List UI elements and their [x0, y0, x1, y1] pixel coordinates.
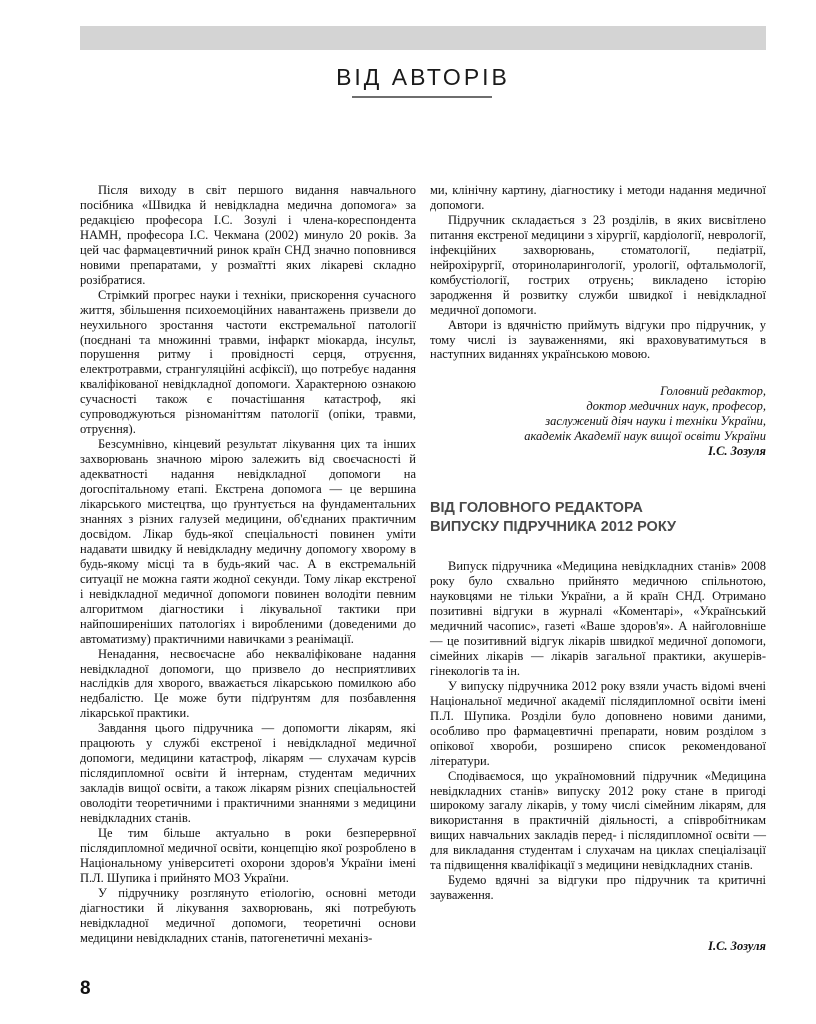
signature-role: Головний редактор,: [660, 384, 766, 399]
paragraph: У підручнику розглянуто етіологію, основні методи діагностики й лікування захворювань, які потребують невідкладної медичної допомоги, теоретичні основи медицини невідкладних станів, патогенетичні механіз-: [80, 885, 416, 945]
paragraph: Випуск підручника «Медицина невідкладних станів» 2008 року було схвально прийнято медичною спільнотою, науковцями не тільки України, а й країн СНД. Отримано позитивні відгуки в журналі «Коментарі», «Український медичний часопис», газеті «Ваше здоров'я». А найголовніше — це позитивний відгук лікарів швидкої медичної допомоги, сімейних лікарів — лікарів загальної практики, акушерів-гінекологів та ін.: [430, 559, 766, 678]
right-column: [430, 183, 766, 954]
section-heading-line: ВИПУСКУ ПІДРУЧНИКА 2012 РОКУ: [430, 519, 677, 536]
paragraph: Завдання цього підручника — допомогти лікарям, які працюють у службі екстреної і невідкладної медичної допомоги, медицини катастроф, лікарям — слухачам курсів післядипломної освіти й інтернам, студентам медичних закладів вищої освіти, а також лікарям різних спеціальностей оволодіти теоретичними і практичними знаннями з медицини невідкладних станів.: [80, 721, 416, 826]
paragraph: Підручник складається з 23 розділів, в яких висвітлено питання екстреної медицини з хірургії, кардіології, неврології, інфекційних захворювань, стоматології, педіатрії, нейрохірургії, оториноларингології, урології, офтальмології, комбустіології, гострих отруєнь; викладено історію зародження й розвитку служби швидкої і невідкладної медичної допомоги.: [430, 212, 766, 317]
left-column: [80, 183, 416, 946]
paragraph: У випуску підручника 2012 року взяли участь відомі вчені Національної медичної академії післядипломної освіти імені П.Л. Шупика. Розділи було доповнено новими даними, особливо про фармацевтичні препарати, новим розділом з опікової хвороби, розширено список рекомендованої літератури.: [430, 678, 766, 768]
page-title: ВІД АВТОРІВ: [336, 64, 510, 90]
paragraph: Стрімкий прогрес науки і техніки, прискорення сучасного життя, збільшення психоемоційних навантажень призвели до неухильного зростання частоти екстремальної патології (поєднані та множинні травми, інфаркт міокарда, інсульт, порушення ритму і провідності серця, отруєння, електротравми, странгуляційні асфіксії), що потребує надання кваліфікованої невідкладної допомоги. Характерною ознакою сучасності також є почастішання катастроф, які супроводжуються різноманіттям патології (опіки, травми, отруєння).: [80, 287, 416, 437]
paragraph: Ненадання, несвоєчасне або некваліфіковане надання невідкладної допомоги, що призвело до несприятливих наслідків для хворого, вважається лікарською помилкою або недбалістю. Це може бути підґрунтям для позбавлення лікарської практики.: [80, 646, 416, 721]
title-underline: [352, 96, 492, 98]
paragraph: Після виходу в світ першого видання навчального посібника «Швидка й невідкладна медична допомога» за редакцією професора І.С. Зозулі і члена-кореспондента НАМН, професора І.С. Чекмана (2002) минуло 20 років. За цей час фармацевтичний ринок країн СНД значно поповнився новими препаратами, у розмаїтті яких лікареві складно розібратися.: [80, 183, 416, 287]
editor-signature: [430, 384, 766, 459]
section-heading-line: ВІД ГОЛОВНОГО РЕДАКТОРА: [430, 500, 643, 517]
paragraph: Сподіваємося, що україномовний підручник «Медицина невідкладних станів» випуску 2012 року стане в пригоді широкому загалу лікарів, у тому числі сімейним лікарям, для використання в практичній діяльності, а співробітникам вищих навчальних закладів перед- і післядипломної освіти — для викладання студентам і слухачам на циклах спеціалізації та підвищення кваліфікації з медицини невідкладних станів.: [430, 768, 766, 873]
section-heading: [430, 499, 766, 537]
paragraph: Це тим більше актуально в роки безперервної післядипломної медичної освіти, концепцію якої розроблено в Національному університеті охорони здоров'я України імені П.Л. Шупика і прийнято МОЗ України.: [80, 825, 416, 885]
paragraph: Безсумнівно, кінцевий результат лікування цих та інших захворювань значною мірою залежить від своєчасності й адекватності надання невідкладної допомоги на догоспітальному етапі. Екстрена допомога — це вершина лікарського мистецтва, що ґрунтується на фундаментальних знаннях з різних галузей медицини, об'єднаних практичним досвідом. Лікар будь-якої спеціальності повинен уміти надавати швидку й невідкладну медичну допомогу хворому в будь-якому місці та в будь-який час. А в екстремальній ситуації не можна гаяти жодної секунди. Тому лікар екстреної і невідкладної медичної допомоги повинен володіти певним алгоритмом діагностики і лікувальної тактики при найпоширеніших патологіях і виробленими (доведеними до автоматизму) практичними навичками з реанімації.: [80, 437, 416, 646]
signature-name: І.С. Зозуля: [708, 444, 766, 459]
paragraph: Автори із вдячністю приймуть відгуки про підручник, у тому числі із зауваженнями, які враховуватимуться в наступних виданнях українською мовою.: [430, 317, 766, 362]
page-number: 8: [80, 978, 91, 999]
signature-academy: академік Академії наук вищої освіти України: [524, 429, 766, 444]
header-bar: [80, 26, 766, 50]
signature-degree: доктор медичних наук, професор,: [586, 399, 766, 414]
closing-signature: І.С. Зозуля: [708, 939, 766, 954]
paragraph-continuation: ми, клінічну картину, діагностику і методи надання медичної допомоги.: [430, 183, 766, 212]
paragraph: Будемо вдячні за відгуки про підручник та критичні зауваження.: [430, 873, 766, 903]
signature-honor: заслужений діяч науки і техніки України,: [545, 414, 766, 429]
